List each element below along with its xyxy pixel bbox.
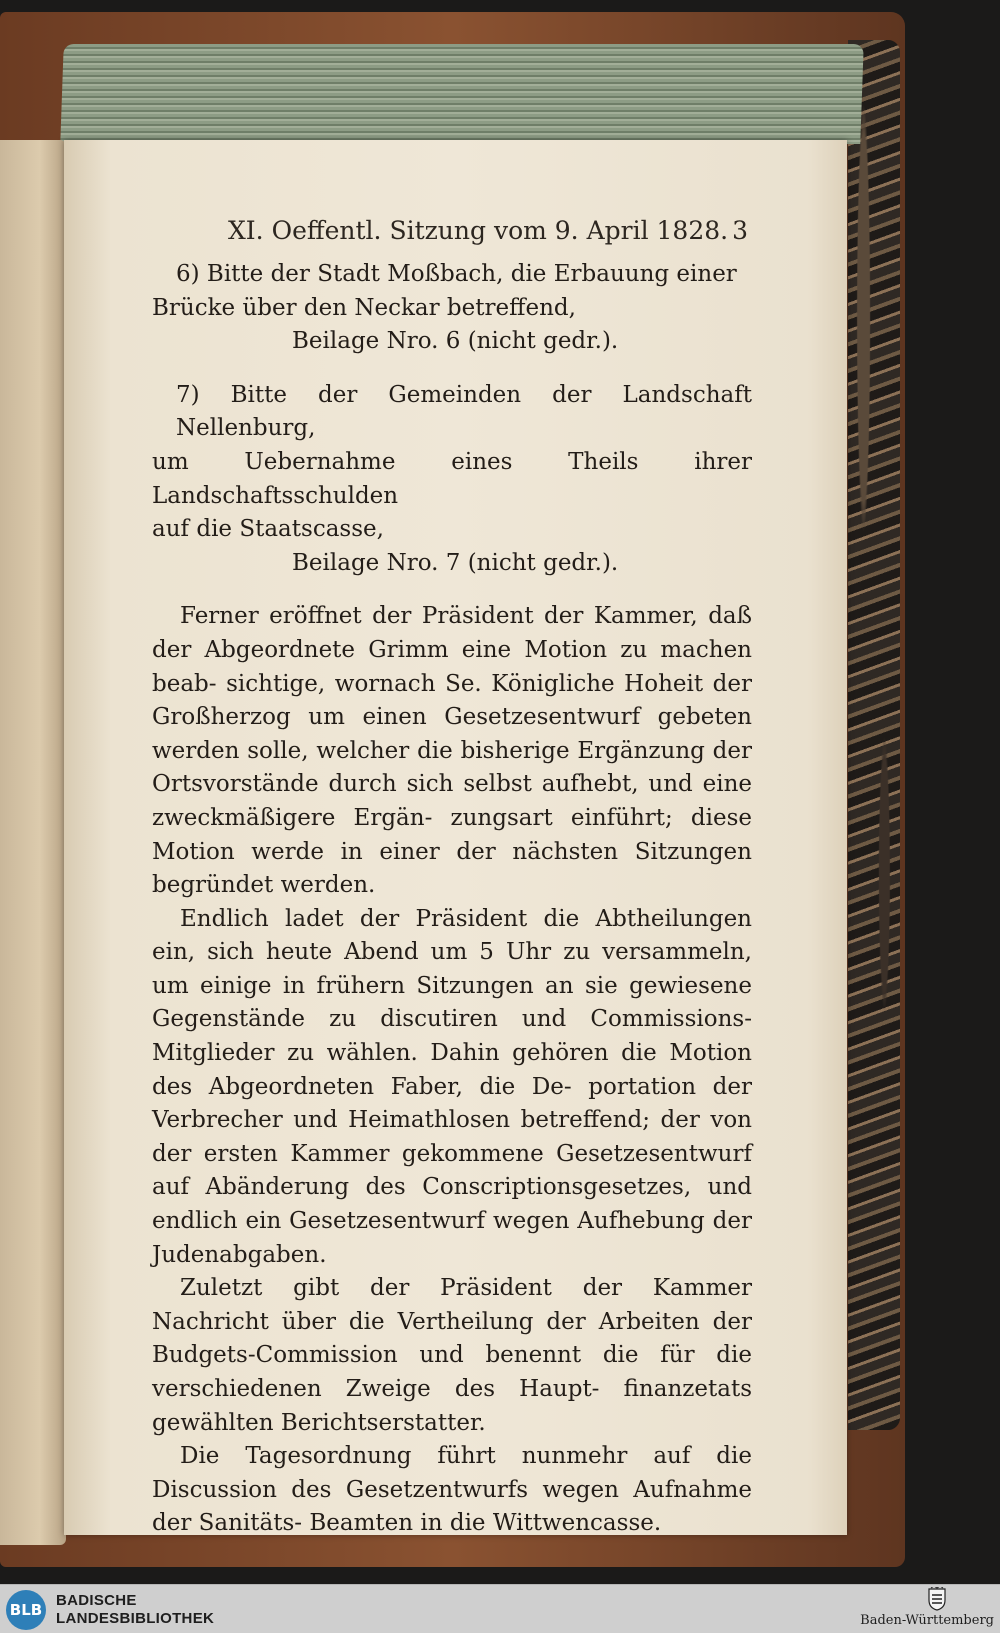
paragraph-motion: Ferner eröffnet der Präsident der Kammer, daß der Abgeordnete Grimm eine Motion zu machen beab- sichtige, wornach Se. Königliche Hoheit der Großherzog um einen Gesetzesentwurf gebeten werden solle, welcher die bisherige Ergänzung der Ortsvorstände durch sich selbst aufhebt, und eine zweckmäßigere Ergän- zungsart einführt; diese Motion werde in einer der nächsten Sitzungen begründet werden. <box>152 603 752 899</box>
running-header <box>228 216 748 245</box>
paragraph-budget-commission: Zuletzt gibt der Präsident der Kammer Nachricht über die Vertheilung der Arbeiten der Budgets-Commission und benennt die für die verschiedenen Zweige des Haupt- finanzetats gewählten Berichtserstatter. <box>152 1275 752 1436</box>
library-name[interactable] <box>56 1592 214 1628</box>
paragraph-tagesordnung: Die Tagesordnung führt nunmehr auf die Discussion des Gesetzentwurfs wegen Aufnahme der Sanitäts- Beamten in die Wittwencasse. <box>152 1443 752 1537</box>
entry-line: 6) Bitte der Stadt Moßbach, die Erbauung einer <box>176 261 737 287</box>
entry-6 <box>152 258 752 359</box>
footer-bar <box>0 1584 1000 1633</box>
entry-beilage: Beilage Nro. 6 (nicht gedr.). <box>292 328 619 355</box>
library-line2: LANDESBIBLIOTHEK <box>56 1610 215 1627</box>
paragraph-abtheilungen: Endlich ladet der Präsident die Abtheilungen ein, sich heute Abend um 5 Uhr zu versammeln, um einige in frühern Sitzungen an sie gewiesene Gegenstände zu discutiren und Commissions-Mitglieder zu wählen. Dahin gehören die Motion des Abgeordneten Faber, die De- portation der Verbrecher und Heimathlosen betreffend; der von der ersten Kammer gekommene Gesetzesentwurf auf Abänderung des Conscriptionsgesetzes, und endlich ein Gesetzesentwurf wegen Aufhebung der Judenabgaben. <box>152 905 752 1268</box>
library-line1: BADISCHE <box>56 1592 137 1609</box>
page-text <box>152 258 752 1541</box>
entry-line: auf die Staatscasse, <box>152 516 384 543</box>
header-title: XI. Oeffentl. Sitzung vom 9. April 1828. <box>228 216 729 245</box>
entry-line: um Uebernahme eines Theils ihrer Landschaftsschulden <box>152 448 752 509</box>
state-crest-icon <box>928 1587 946 1611</box>
entry-line: 7) Bitte der Gemeinden der Landschaft Nellenburg, <box>176 381 752 442</box>
entry-7 <box>152 379 752 581</box>
entry-beilage: Beilage Nro. 7 (nicht gedr.). <box>292 549 619 576</box>
left-page <box>0 140 66 1545</box>
page-number: 3 <box>732 216 748 245</box>
entry-line: Brücke über den Neckar betreffend, <box>152 294 576 321</box>
page-stack-top <box>60 44 863 144</box>
state-name[interactable]: Baden-Württemberg <box>860 1613 994 1628</box>
blb-logo-icon[interactable]: BLB <box>6 1590 46 1630</box>
marbled-edge <box>848 40 900 1430</box>
